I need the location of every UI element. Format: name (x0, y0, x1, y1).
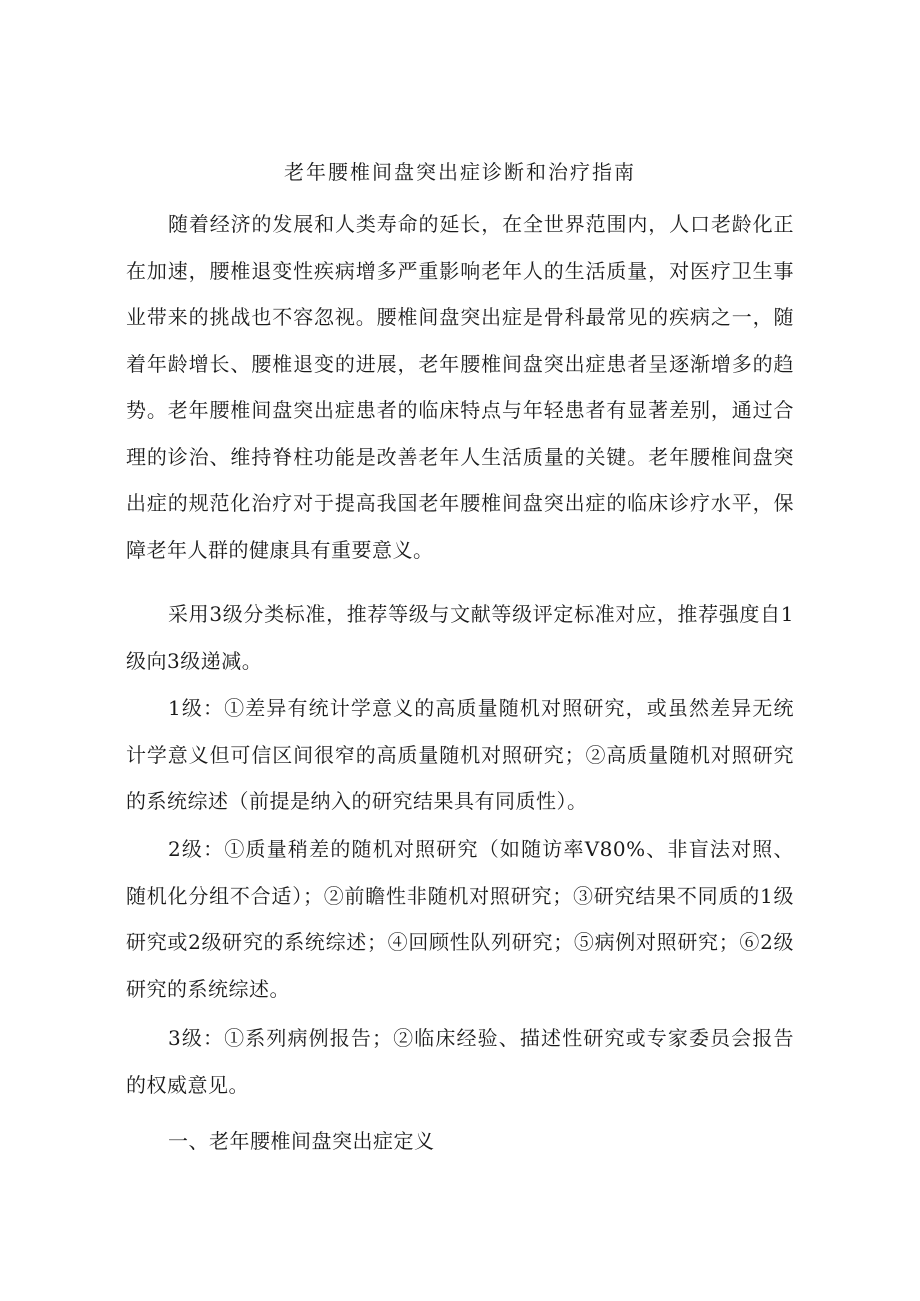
section-1-heading: 一、老年腰椎间盘突出症定义 (168, 1129, 435, 1153)
intro-paragraph: 随着经济的发展和人类寿命的延长，在全世界范围内，人口老龄化正在加速，腰椎退变性疾病增多严重影响老年人的生活质量，对医疗卫生事业带来的挑战也不容忽视。腰椎间盘突出症是骨科最常见的疾病之一，随着年龄增长、腰椎退变的进展，老年腰椎间盘突出症患者呈逐渐增多的趋势。老年腰椎间盘突出症患者的临床特点与年轻患者有显著差别，通过合理的诊治、维持脊柱功能是改善老年人生活质量的关键。老年腰椎间盘突出症的规范化治疗对于提高我国老年腰椎间盘突出症的临床诊疗水平，保障老年人群的健康具有重要意义。 (126, 212, 794, 562)
grading-standard-paragraph: 采用3级分类标准，推荐等级与文献等级评定标准对应，推荐强度自1级向3级递减。 (126, 602, 794, 673)
level-2-paragraph: 2级：①质量稍差的随机对照研究（如随访率V80%、非盲法对照、随机化分组不合适）；②前瞻性非随机对照研究；③研究结果不同质的1级研究或2级研究的系统综述；④回顾性队列研究；⑤病例对照研究；⑥2级研究的系统综述。 (126, 837, 794, 1001)
document-title: 老年腰椎间盘突出症诊断和治疗指南 (284, 160, 636, 184)
level-1-paragraph: 1级：①差异有统计学意义的高质量随机对照研究，或虽然差异无统计学意义但可信区间很窄的高质量随机对照研究；②高质量随机对照研究的系统综述（前提是纳入的研究结果具有同质性）。 (126, 696, 794, 813)
level-3-paragraph: 3级：①系列病例报告；②临床经验、描述性研究或专家委员会报告的权威意见。 (126, 1026, 794, 1097)
